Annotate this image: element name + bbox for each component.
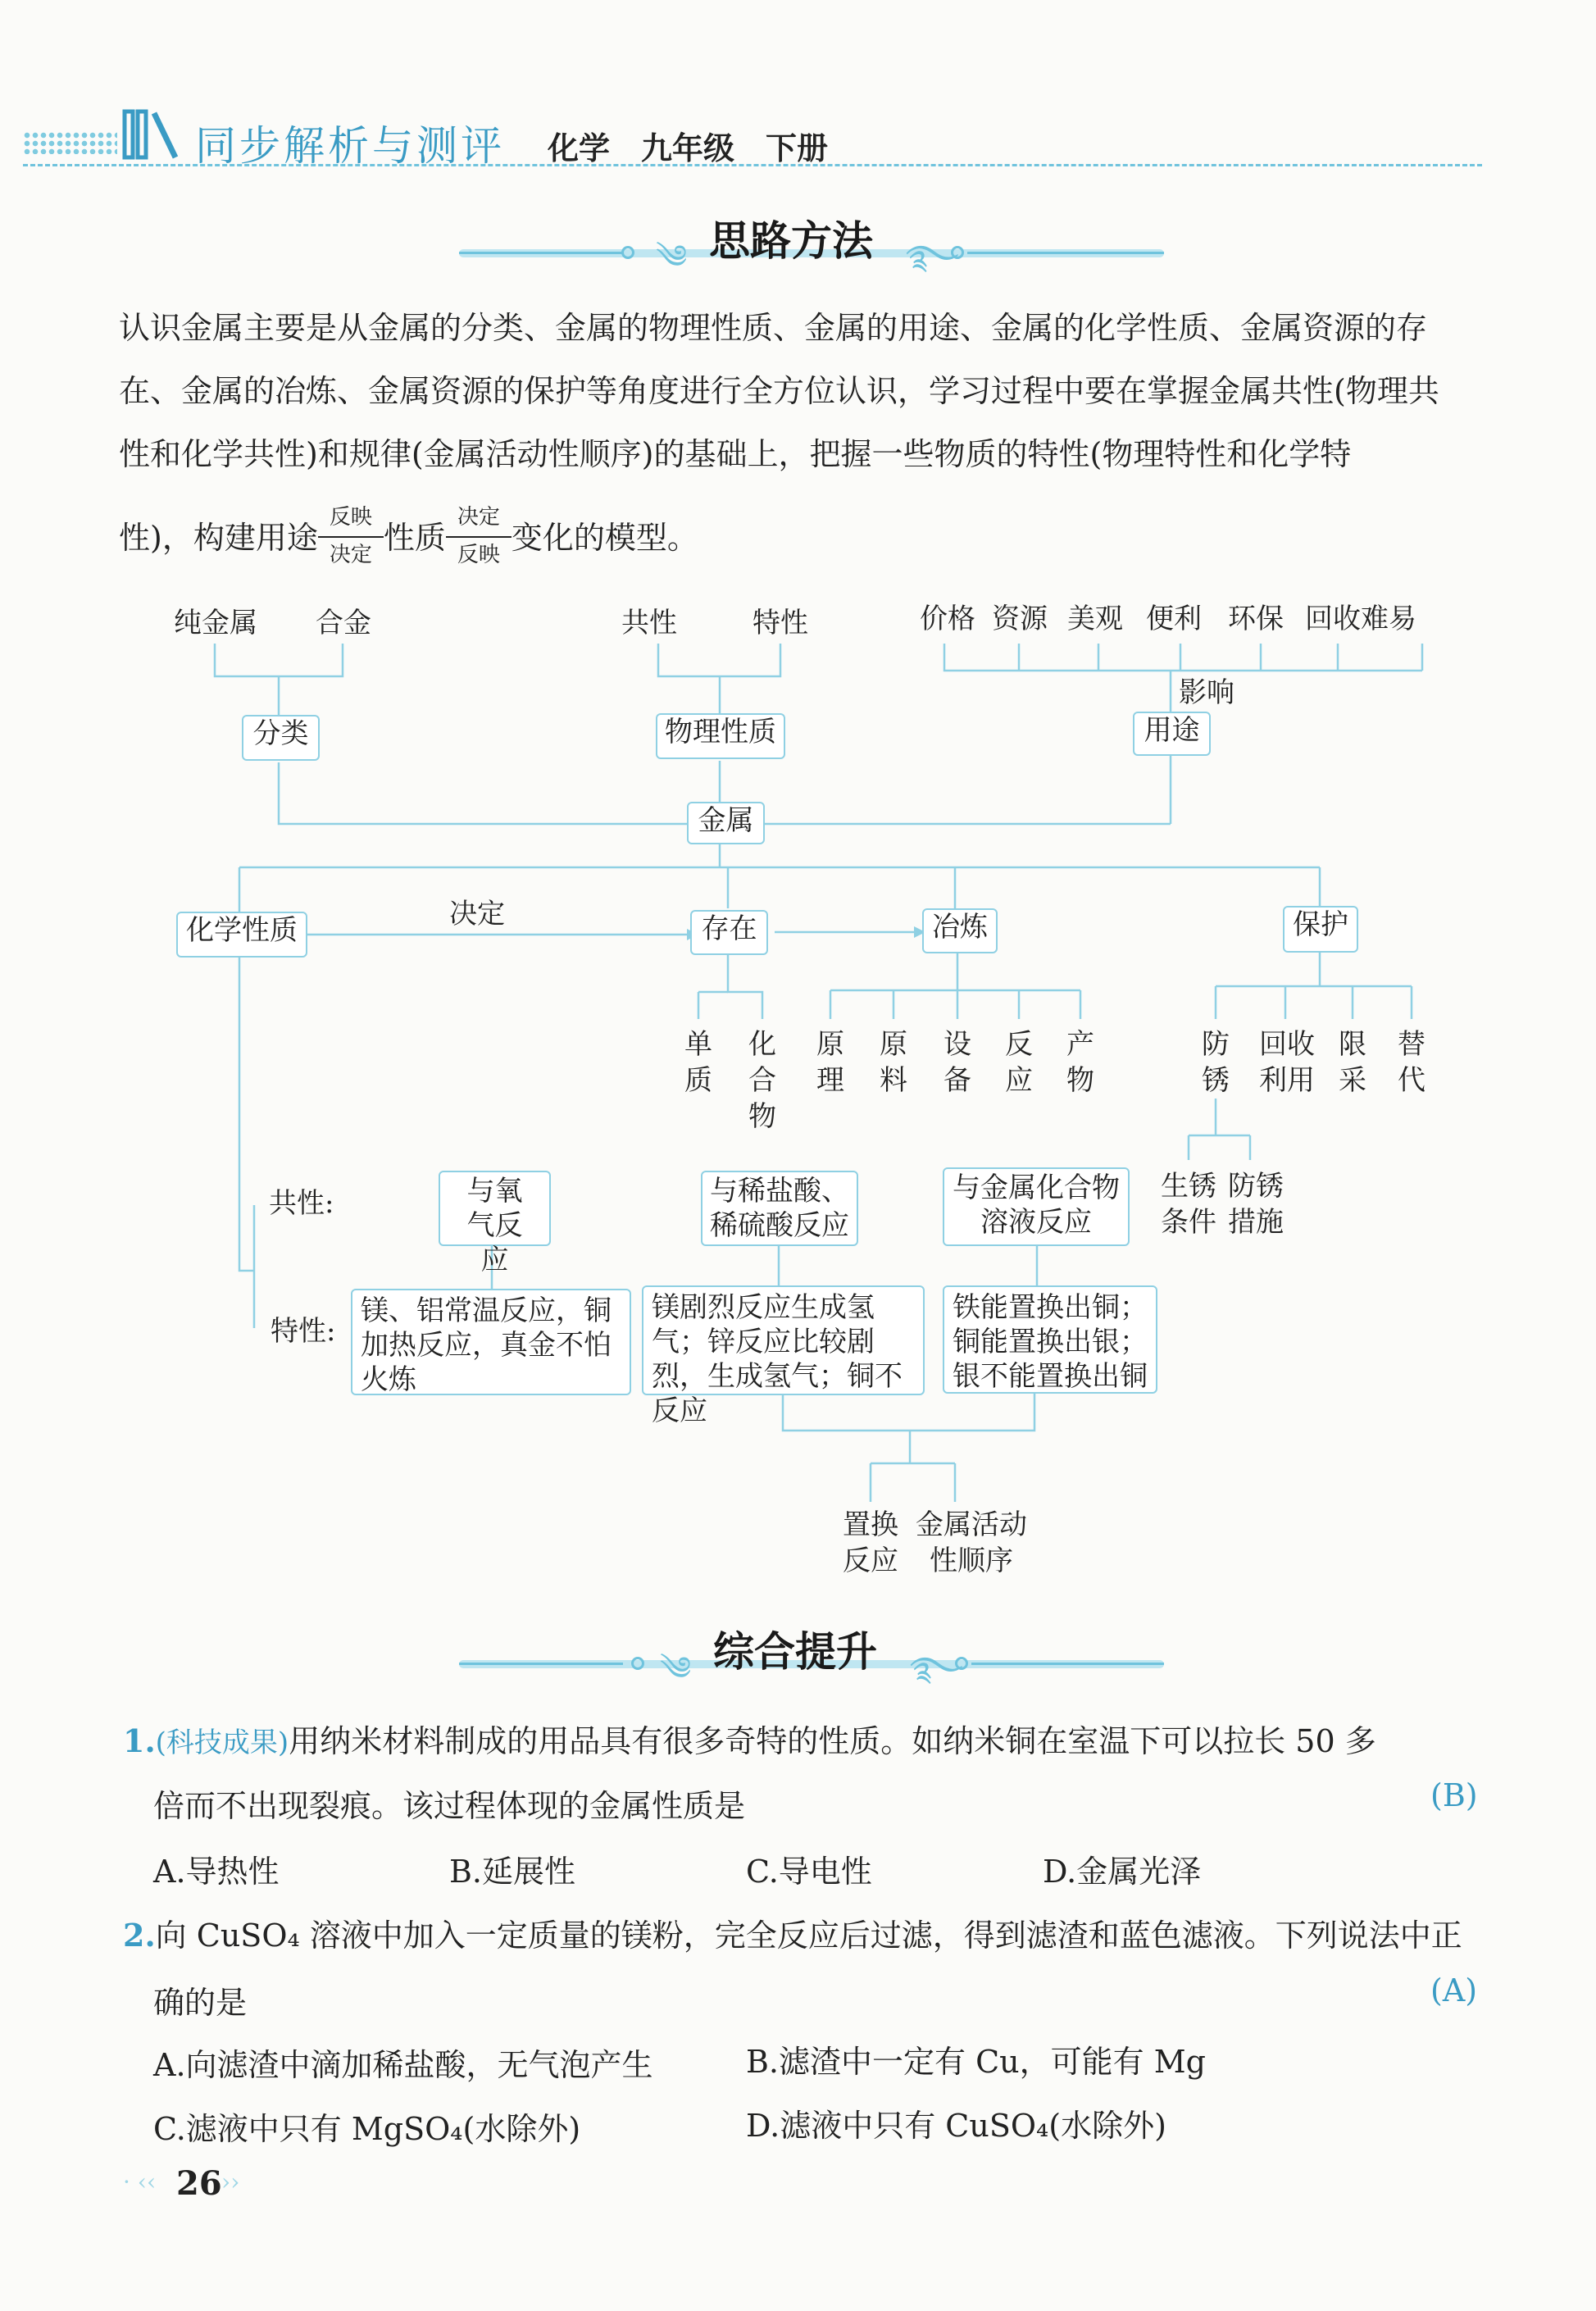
node-raw-material: 原料 bbox=[880, 1028, 907, 1097]
node-alloy: 合金 bbox=[316, 607, 371, 639]
node-principle: 原理 bbox=[816, 1028, 844, 1097]
frac1-bottom: 决定 bbox=[329, 543, 372, 567]
section-title-improvement: 综合提升 bbox=[713, 1627, 877, 1676]
question-2-number: 2. bbox=[123, 1917, 156, 1954]
swirl2-right-icon: ࿐ bbox=[910, 1650, 963, 1688]
node-factor-recycling: 回收难易 bbox=[1305, 603, 1416, 635]
question-2-text-1: 向 CuSO₄ 溶液中加入一定质量的镁粉，完全反应后过滤，得到滤渣和蓝色滤液。下列说法中正 bbox=[155, 1917, 1462, 1954]
box-special-acid: 镁剧烈反应生成氢气；锌反应比较剧烈，生成氢气；铜不反应 bbox=[642, 1285, 925, 1395]
node-elemental: 单质 bbox=[684, 1028, 712, 1097]
question-2-answer: (A) bbox=[1430, 1972, 1478, 2008]
node-factor-resource: 资源 bbox=[992, 603, 1048, 635]
section-title-methods: 思路方法 bbox=[709, 216, 873, 265]
question-2-option-b[interactable]: B.滤渣中一定有 Cu，可能有 Mg bbox=[746, 2044, 1206, 2080]
section2-dot-right bbox=[955, 1657, 968, 1670]
question-1-answer: (B) bbox=[1430, 1777, 1478, 1813]
node-compound: 化合物 bbox=[748, 1028, 776, 1133]
box-smelting: 冶炼 bbox=[922, 908, 998, 953]
page-number: 26 bbox=[176, 2164, 222, 2203]
node-product: 产物 bbox=[1066, 1028, 1094, 1097]
question-2-option-c[interactable]: C.滤液中只有 MgSO₄(水除外) bbox=[153, 2111, 581, 2147]
page-arrows-right-icon: ›› bbox=[221, 2168, 240, 2195]
question-1-option-b[interactable]: B.延展性 bbox=[449, 1854, 576, 1890]
node-rusting-conditions: 生锈条件 bbox=[1161, 1170, 1216, 1239]
question-1-line-1 bbox=[123, 1716, 1376, 1761]
box-chemical-props: 化学性质 bbox=[176, 912, 307, 958]
node-particularity: 特性 bbox=[753, 607, 808, 639]
box-special-salt: 铁能置换出铜；铜能置换出银；银不能置换出铜 bbox=[943, 1285, 1157, 1394]
box-uses: 用途 bbox=[1133, 712, 1211, 756]
box-metal: 金属 bbox=[687, 802, 765, 844]
node-influence: 影响 bbox=[1179, 676, 1235, 709]
section2-line-left bbox=[459, 1663, 623, 1665]
frac2-top: 决定 bbox=[457, 505, 500, 530]
node-reaction: 反应 bbox=[1005, 1028, 1033, 1097]
label-special: 特性: bbox=[271, 1315, 336, 1348]
intro-line-4-a: 性)，构建用途 bbox=[119, 520, 318, 556]
box-react-salt-solution: 与金属化合物溶液反应 bbox=[943, 1167, 1130, 1246]
intro-line-2: 在、金属的冶炼、金属资源的保护等角度进行全方位认识，学习过程中要在掌握金属共性(物理共 bbox=[119, 373, 1439, 409]
book-subject: 化学 九年级 下册 bbox=[548, 130, 829, 166]
node-rust-measures: 防锈措施 bbox=[1228, 1170, 1284, 1239]
page-arrows-left-icon: · ‹‹ bbox=[123, 2168, 157, 2195]
question-1-option-a[interactable]: A.导热性 bbox=[153, 1854, 280, 1890]
frac2-bottom: 反映 bbox=[457, 543, 500, 567]
question-1-number: 1. bbox=[123, 1722, 156, 1759]
intro-line-4-c: 变化的模型。 bbox=[511, 520, 698, 556]
box-protection: 保护 bbox=[1283, 906, 1358, 953]
question-2-option-d[interactable]: D.滤液中只有 CuSO₄(水除外) bbox=[746, 2108, 1166, 2144]
node-rust-prevention: 防锈 bbox=[1202, 1028, 1230, 1097]
book-title: 同步解析与测评 bbox=[195, 122, 505, 170]
frac1-top: 反映 bbox=[329, 505, 372, 530]
swirl-left-icon: ༄ bbox=[656, 239, 688, 276]
node-displacement-reaction: 置换反应 bbox=[843, 1508, 898, 1577]
box-react-acid: 与稀盐酸、稀硫酸反应 bbox=[701, 1171, 858, 1246]
question-1-line-2: 倍而不出现裂痕。该过程体现的金属性质是 bbox=[153, 1788, 746, 1824]
node-factor-price: 价格 bbox=[920, 603, 975, 635]
box-physical-props: 物理性质 bbox=[656, 713, 785, 759]
question-2-option-a[interactable]: A.向滤渣中滴加稀盐酸，无气泡产生 bbox=[153, 2047, 653, 2083]
box-react-oxygen: 与氧气反应 bbox=[439, 1171, 551, 1246]
node-activity-series: 金属活动性顺序 bbox=[916, 1508, 1027, 1577]
node-factor-appearance: 美观 bbox=[1067, 603, 1123, 635]
section2-dot-left bbox=[631, 1657, 644, 1670]
node-factor-environment: 环保 bbox=[1228, 603, 1284, 635]
box-classification: 分类 bbox=[242, 715, 320, 761]
node-equipment: 设备 bbox=[944, 1028, 971, 1097]
intro-line-4-b: 性质 bbox=[383, 520, 446, 556]
question-1-tag: (科技成果) bbox=[155, 1726, 289, 1759]
swirl2-left-icon: ༄ bbox=[660, 1650, 692, 1688]
box-existence: 存在 bbox=[690, 910, 768, 955]
question-1-option-d[interactable]: D.金属光泽 bbox=[1043, 1854, 1202, 1890]
label-common: 共性: bbox=[269, 1187, 334, 1220]
node-commonality: 共性 bbox=[621, 607, 677, 639]
node-limit-mining: 限采 bbox=[1339, 1028, 1366, 1097]
question-1-option-c[interactable]: C.导电性 bbox=[746, 1854, 872, 1890]
node-factor-convenience: 便利 bbox=[1146, 603, 1202, 635]
question-2-line-1 bbox=[123, 1910, 1462, 1955]
section2-line-right bbox=[971, 1663, 1164, 1665]
question-2-line-2: 确的是 bbox=[153, 1985, 248, 2021]
intro-line-3: 性和化学共性)和规律(金属活动性顺序)的基础上，把握一些物质的特性(物理特性和化学特 bbox=[119, 436, 1352, 472]
node-pure-metal: 纯金属 bbox=[174, 607, 257, 639]
node-recycle-reuse: 回收利用 bbox=[1259, 1028, 1315, 1097]
intro-line-1: 认识金属主要是从金属的分类、金属的物理性质、金属的用途、金属的化学性质、金属资源的存 bbox=[119, 310, 1428, 346]
label-decides: 决定 bbox=[449, 898, 505, 930]
box-special-oxygen: 镁、铝常温反应，铜加热反应，真金不怕火炼 bbox=[351, 1289, 631, 1395]
node-substitute: 替代 bbox=[1398, 1028, 1425, 1097]
swirl-right-icon: ࿐ bbox=[906, 239, 959, 276]
question-1-text-1: 用纳米材料制成的用品具有很多奇特的性质。如纳米铜在室温下可以拉长 50 多 bbox=[289, 1723, 1376, 1759]
